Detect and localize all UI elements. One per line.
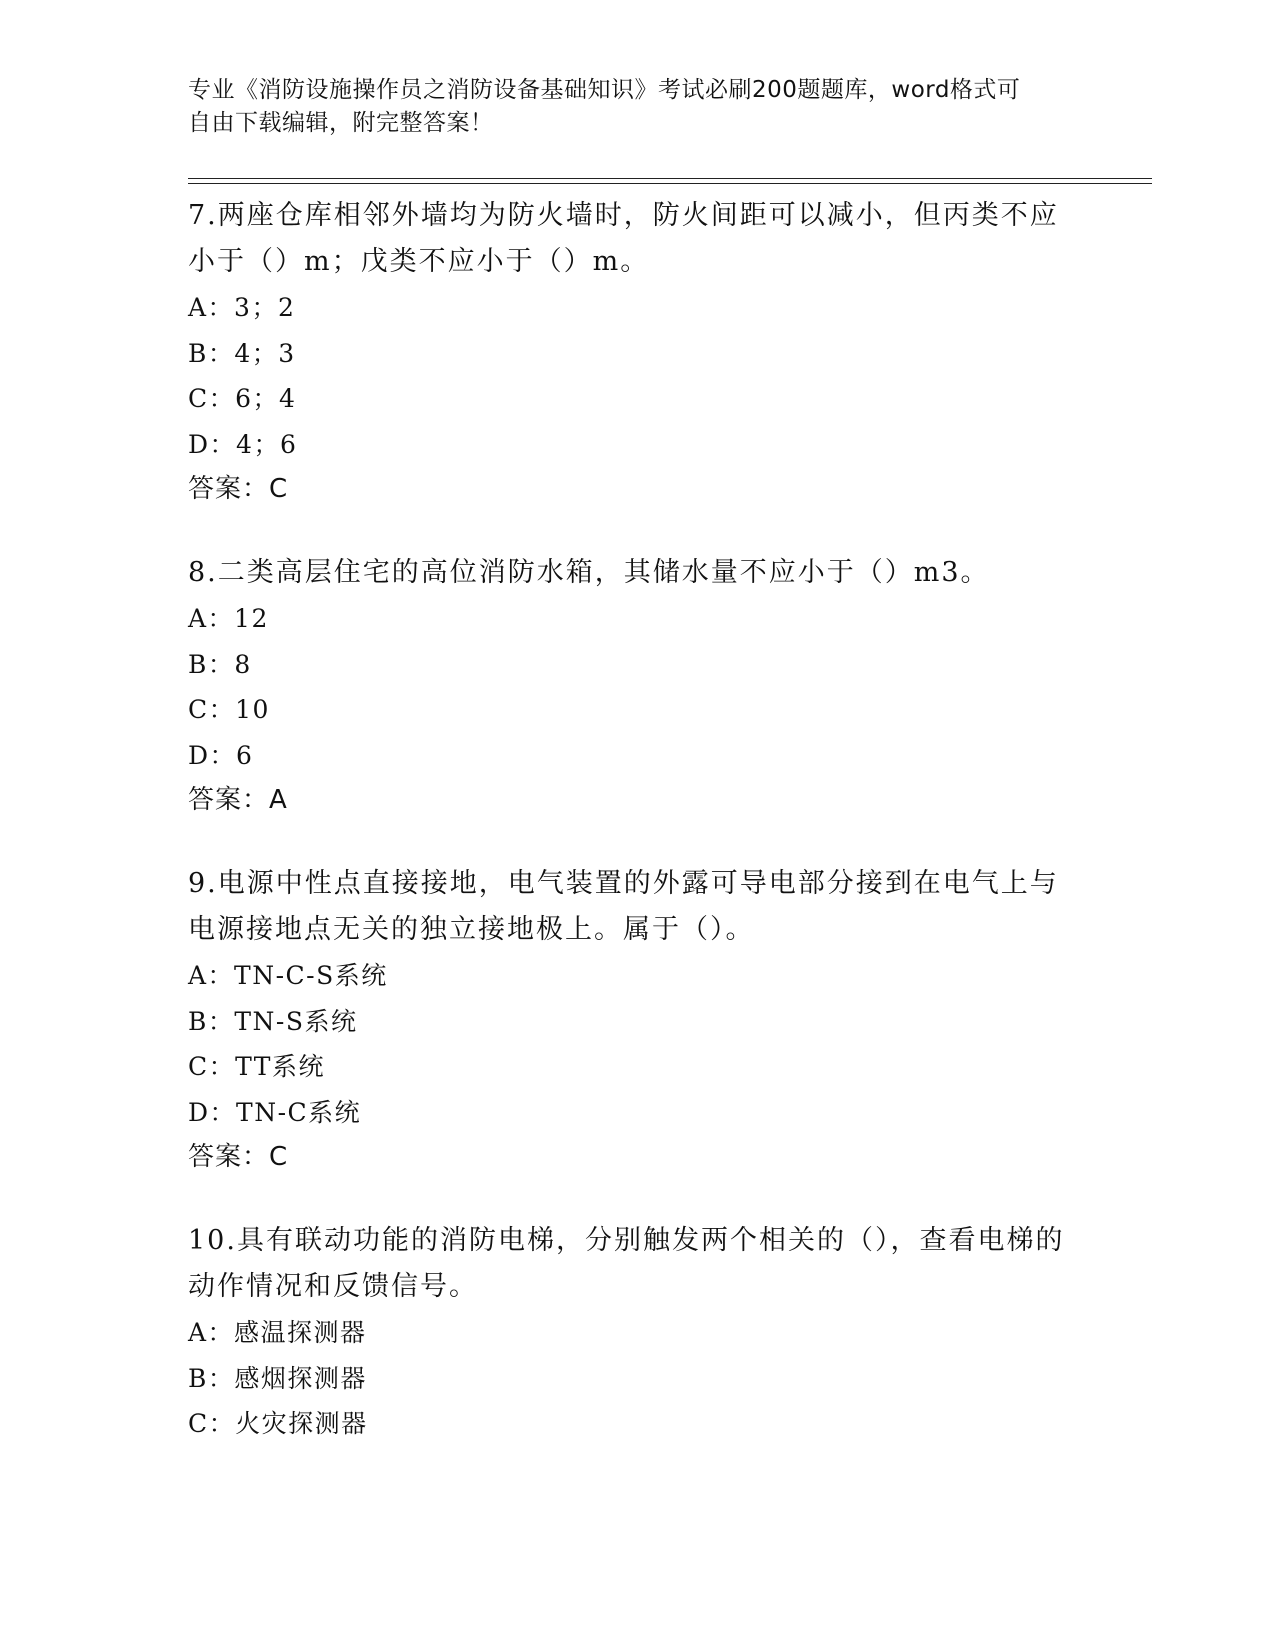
question-stem-line: 9.电源中性点直接接地，电气装置的外露可导电部分接到在电气上与 bbox=[188, 868, 1059, 899]
answer: 答案：C bbox=[188, 474, 289, 504]
option-c: C：火灾探测器 bbox=[188, 1409, 368, 1438]
option-b: B：4；3 bbox=[188, 338, 296, 368]
option-d: D：4；6 bbox=[188, 429, 298, 459]
option-d: D：6 bbox=[188, 740, 254, 770]
header-divider-bottom bbox=[188, 183, 1152, 184]
option-a: A：感温探测器 bbox=[188, 1318, 367, 1347]
question-10 bbox=[188, 1218, 1088, 1447]
option-a: A：12 bbox=[188, 604, 269, 633]
option-c: C：10 bbox=[188, 695, 270, 724]
document-header bbox=[188, 74, 1068, 140]
question-list bbox=[188, 193, 1088, 1485]
option-d: D：TN-C系统 bbox=[188, 1097, 362, 1127]
option-a: A：3；2 bbox=[188, 293, 296, 322]
header-line-1: 专业《消防设施操作员之消防设备基础知识》考试必刷200题题库，word格式可 bbox=[188, 77, 1021, 103]
option-b: B：TN-S系统 bbox=[188, 1006, 358, 1036]
option-a: A：TN-C-S系统 bbox=[188, 961, 388, 990]
question-9 bbox=[188, 861, 1088, 1180]
question-stem-line: 动作情况和反馈信号。 bbox=[188, 1271, 478, 1302]
header-divider-top bbox=[188, 178, 1152, 179]
question-stem-line: 7.两座仓库相邻外墙均为防火墙时，防火间距可以减小，但丙类不应 bbox=[188, 200, 1059, 231]
option-b: B：感烟探测器 bbox=[188, 1363, 367, 1393]
option-c: C：TT系统 bbox=[188, 1052, 325, 1081]
option-b: B：8 bbox=[188, 649, 252, 679]
question-8 bbox=[188, 550, 1088, 823]
answer: 答案：A bbox=[188, 785, 288, 815]
question-stem-line: 10.具有联动功能的消防电梯，分别触发两个相关的（），查看电梯的 bbox=[188, 1225, 1065, 1256]
question-7 bbox=[188, 193, 1088, 512]
header-line-2: 自由下载编辑，附完整答案！ bbox=[188, 110, 494, 136]
question-stem-line: 小于（）m；戊类不应小于（）m。 bbox=[188, 246, 650, 277]
answer: 答案：C bbox=[188, 1142, 289, 1172]
question-stem-line: 电源接地点无关的独立接地极上。属于（）。 bbox=[188, 914, 755, 945]
option-c: C：6；4 bbox=[188, 384, 297, 413]
question-stem-line: 8.二类高层住宅的高位消防水箱，其储水量不应小于（）m3。 bbox=[188, 557, 990, 588]
